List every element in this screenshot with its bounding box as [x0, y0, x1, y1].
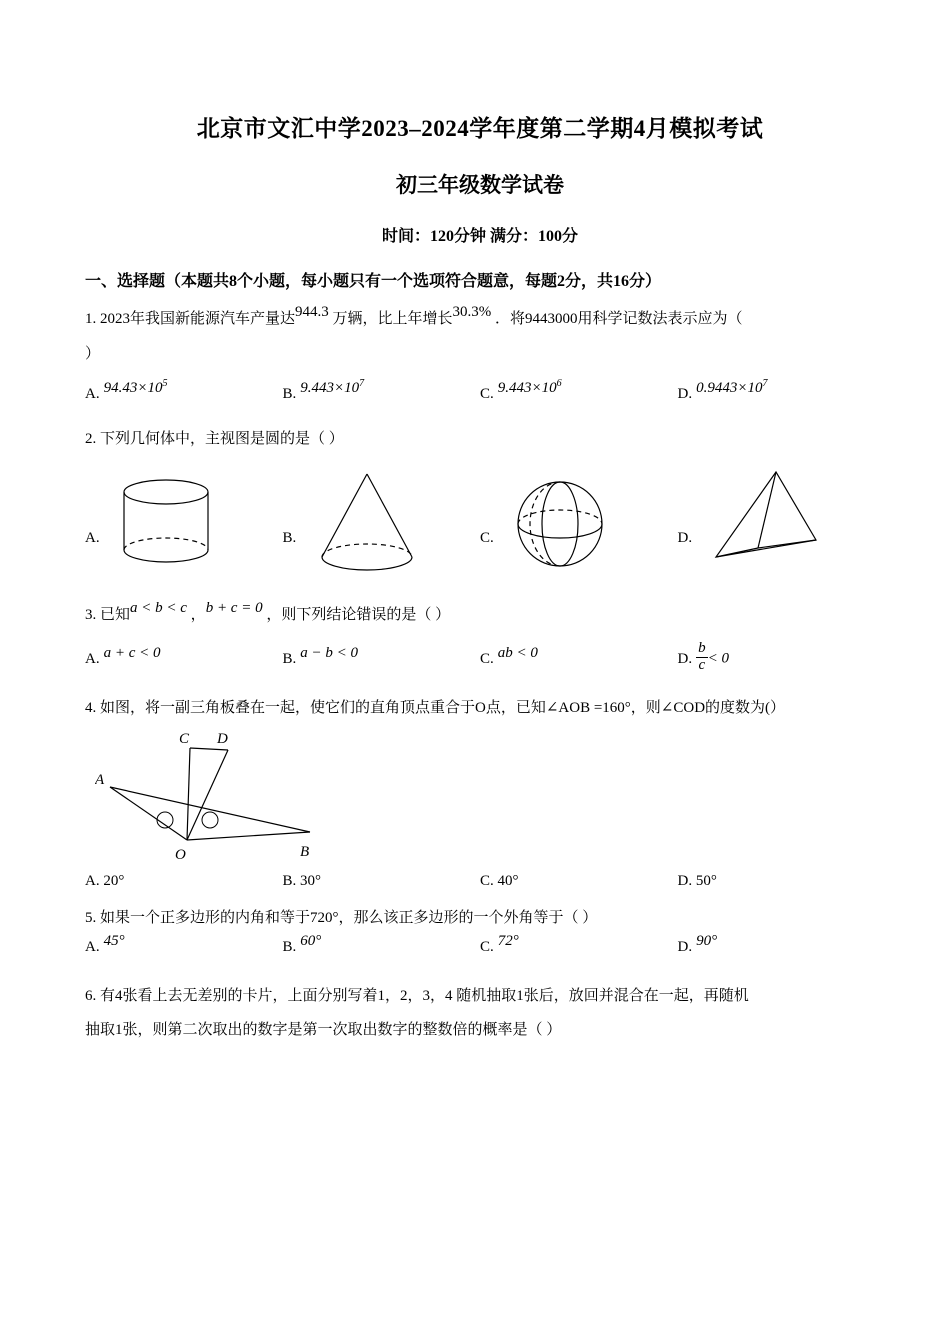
question-3 [85, 601, 875, 630]
q4-label-D: D [217, 732, 228, 747]
q2-option-c[interactable] [480, 462, 678, 587]
q5-text: 如果一个正多边形的内角和等于720°，那么该正多边形的一个外角等于（ ） [100, 910, 598, 926]
q4-option-d-value: 50° [695, 873, 717, 889]
page-title: 北京市文汇中学2023–2024学年度第二学期4月模拟考试 [196, 116, 764, 141]
q2-figures [85, 462, 875, 587]
q2-option-a[interactable] [85, 462, 283, 587]
q3-option-b-value: a − b < 0 [300, 644, 359, 661]
q4-label-O: O [175, 847, 186, 862]
q4-option-b-label: B. [282, 873, 297, 889]
q3-number: 3. [85, 606, 97, 623]
q1-option-d-value: 0.9443×10 [696, 380, 763, 396]
q4-label-A: A [95, 772, 105, 788]
q4-option-b-value: 30° [300, 873, 322, 889]
sphere-icon [500, 462, 620, 587]
q4-label-C: C [179, 732, 190, 747]
question-1 [85, 305, 875, 334]
q1-option-b-label: B. [282, 386, 297, 402]
q5-option-a-value: 45° [103, 932, 125, 949]
q1-text-c: ．将9443000用科学记数法表示应为（ [495, 311, 743, 327]
q5-option-d-label: D. [677, 938, 693, 955]
q4-number: 4. [85, 699, 97, 716]
q4-label-B: B [300, 844, 310, 860]
q5-option-a-label: A. [85, 938, 100, 955]
q3-sup-a: a < b < c [130, 599, 187, 616]
q1-sup-a: 944.3 [295, 304, 329, 320]
q3-option-d-fraction [696, 641, 708, 674]
q3-option-a[interactable] [85, 644, 283, 668]
q2-option-c-label: C. [480, 529, 494, 546]
q4-options [85, 873, 875, 890]
question-2 [85, 425, 875, 454]
q4-option-c[interactable] [480, 873, 678, 890]
q3-option-d[interactable] [677, 640, 876, 676]
q1-option-d-exp: 7 [762, 378, 768, 389]
q3-option-a-value: a + c < 0 [103, 644, 161, 661]
q5-option-d-value: 90° [696, 932, 718, 949]
q1-text-b: 万辆，比上年增长 [332, 311, 453, 327]
q1-option-c-label: C. [480, 386, 494, 402]
q5-option-c-label: C. [480, 938, 494, 955]
q5-option-a[interactable] [85, 932, 283, 956]
q6-number: 6. [85, 987, 97, 1004]
q3-option-a-label: A. [85, 650, 100, 667]
q1-options [85, 378, 875, 403]
q1-option-a-exp: 5 [162, 378, 168, 389]
q3-option-c-value: ab < 0 [497, 644, 538, 661]
q3-text-b: ， [190, 606, 206, 623]
q1-option-a[interactable] [85, 378, 283, 403]
q3-options [85, 640, 875, 676]
q5-option-c-value: 72° [497, 932, 519, 949]
cone-icon [302, 462, 432, 587]
q5-options [85, 932, 875, 956]
page-content [85, 110, 875, 1051]
paper-meta: 时间：120分钟 满分：100分 [381, 228, 578, 245]
q4-option-c-label: C. [480, 873, 494, 889]
q4-option-b[interactable] [283, 873, 481, 890]
q1-option-b-exp: 7 [359, 378, 365, 389]
q4-option-d[interactable] [678, 873, 876, 890]
q2-option-b[interactable] [283, 462, 481, 587]
q3-text-a: 已知 [100, 606, 131, 623]
q3-option-c-label: C. [480, 650, 494, 667]
q1-option-d[interactable] [677, 378, 876, 403]
q5-option-b-value: 60° [300, 932, 322, 949]
q1-option-b-value: 9.443×10 [300, 380, 360, 396]
cylinder-icon [106, 462, 226, 587]
q3-option-b[interactable] [282, 644, 481, 668]
q4-option-a-value: 20° [103, 873, 125, 889]
q4-option-c-value: 40° [497, 873, 519, 889]
q2-option-d-label: D. [677, 529, 693, 546]
q2-text: 下列几何体中，主视图是圆的是（ ） [100, 431, 344, 447]
q6-line-1: 有4张看上去无差别的卡片，上面分别写着1，2，3，4 随机抽取1张后，放回并混合在一起，再随机 [100, 987, 749, 1004]
q4-figure [95, 732, 875, 867]
paper-title: 初三年级数学试卷 [396, 173, 564, 197]
q4-option-a[interactable] [85, 873, 283, 890]
section-heading: 一、选择题（本题共8个小题，每小题只有一个选项符合题意，每题2分，共16分） [85, 273, 662, 290]
q5-option-b-label: B. [282, 938, 297, 955]
question-6 [85, 982, 875, 1011]
q3-option-d-numerator: b [698, 640, 706, 656]
q3-option-d-label: D. [677, 650, 693, 667]
q2-option-d[interactable] [678, 462, 876, 587]
tetrahedron-icon [698, 462, 828, 587]
q3-sup-b: b + c = 0 [205, 599, 263, 616]
q1-option-a-value: 94.43×10 [103, 380, 163, 396]
q1-option-c-exp: 6 [556, 378, 562, 389]
q3-option-c[interactable] [480, 644, 678, 668]
q1-option-d-label: D. [677, 386, 693, 402]
q1-text-a: 2023年我国新能源汽车产量达 [100, 311, 296, 327]
q1-text-d: ） [85, 345, 101, 362]
q5-option-d[interactable] [677, 932, 876, 956]
q2-option-b-label: B. [282, 529, 297, 546]
q4-option-d-label: D. [677, 873, 693, 889]
q1-number: 1. [85, 311, 97, 327]
q6-line-2: 抽取1张，则第二次取出的数字是第一次取出数字的整数倍的概率是（ ） [85, 1022, 562, 1038]
q4-option-a-label: A. [85, 873, 100, 889]
q2-option-a-label: A. [85, 529, 100, 546]
q1-option-b[interactable] [282, 378, 481, 403]
q5-option-c[interactable] [480, 932, 678, 956]
q1-option-c-value: 9.443×10 [497, 380, 557, 396]
q1-option-a-label: A. [85, 386, 100, 402]
q3-text-c: ，则下列结论错误的是（ ） [266, 606, 451, 623]
question-4 [85, 694, 875, 723]
q3-option-b-label: B. [282, 650, 297, 667]
q1-option-c[interactable] [480, 378, 678, 403]
q4-text: 如图，将一副三角板叠在一起，使它们的直角顶点重合于O点，已知∠AOB =160°，则∠COD的度数为(） [100, 699, 786, 716]
q3-option-d-denominator: c [698, 656, 706, 673]
q5-number: 5. [85, 910, 97, 926]
q1-sup-b: 30.3% [452, 304, 492, 320]
q3-option-d-tail: < 0 [707, 650, 729, 667]
question-5 [85, 904, 875, 933]
q5-option-b[interactable] [282, 932, 481, 956]
q2-number: 2. [85, 431, 97, 447]
